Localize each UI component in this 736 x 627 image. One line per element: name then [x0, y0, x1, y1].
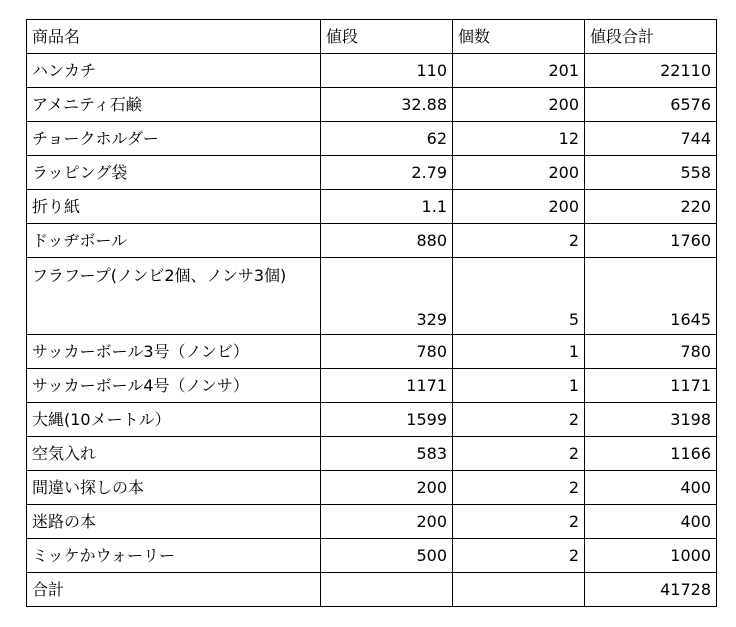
- cell-price[interactable]: 2.79: [321, 156, 453, 190]
- cell-qty[interactable]: 200: [453, 88, 585, 122]
- cell-total[interactable]: 780: [585, 335, 717, 369]
- cell-total[interactable]: 1000: [585, 539, 717, 573]
- header-price[interactable]: 値段: [321, 20, 453, 54]
- cell-qty[interactable]: 200: [453, 156, 585, 190]
- table-row: [27, 403, 717, 437]
- cell-total[interactable]: 22110: [585, 54, 717, 88]
- cell-qty[interactable]: 2: [453, 539, 585, 573]
- cell-name[interactable]: 大縄(10メートル）: [27, 403, 321, 437]
- table-row: [27, 335, 717, 369]
- cell-name[interactable]: 迷路の本: [27, 505, 321, 539]
- cell-price[interactable]: 880: [321, 224, 453, 258]
- cell-qty[interactable]: 200: [453, 190, 585, 224]
- cell-name[interactable]: サッカーボール4号（ノンサ）: [27, 369, 321, 403]
- header-name[interactable]: 商品名: [27, 20, 321, 54]
- cell-name[interactable]: フラフープ(ノンビ2個、ノンサ3個): [27, 258, 321, 335]
- total-qty-cell[interactable]: [453, 573, 585, 607]
- items-table: [26, 19, 717, 607]
- cell-name[interactable]: 間違い探しの本: [27, 471, 321, 505]
- cell-total[interactable]: 400: [585, 505, 717, 539]
- cell-price[interactable]: 583: [321, 437, 453, 471]
- total-row: [27, 573, 717, 607]
- cell-price[interactable]: 200: [321, 505, 453, 539]
- cell-qty[interactable]: 2: [453, 505, 585, 539]
- cell-price[interactable]: 110: [321, 54, 453, 88]
- cell-total[interactable]: 6576: [585, 88, 717, 122]
- table-row: [27, 54, 717, 88]
- cell-price[interactable]: 500: [321, 539, 453, 573]
- cell-qty[interactable]: 1: [453, 369, 585, 403]
- cell-total[interactable]: 1645: [585, 258, 717, 335]
- cell-qty[interactable]: 201: [453, 54, 585, 88]
- header-qty[interactable]: 個数: [453, 20, 585, 54]
- cell-name[interactable]: チョークホルダー: [27, 122, 321, 156]
- cell-price[interactable]: 1.1: [321, 190, 453, 224]
- cell-total[interactable]: 1171: [585, 369, 717, 403]
- cell-name[interactable]: ドッヂボール: [27, 224, 321, 258]
- cell-price[interactable]: 62: [321, 122, 453, 156]
- table-row: [27, 258, 717, 335]
- cell-qty[interactable]: 5: [453, 258, 585, 335]
- table-row: [27, 539, 717, 573]
- cell-qty[interactable]: 2: [453, 437, 585, 471]
- table-row: [27, 471, 717, 505]
- cell-total[interactable]: 3198: [585, 403, 717, 437]
- table-row: [27, 505, 717, 539]
- spreadsheet-region: [26, 19, 717, 607]
- table-row: [27, 190, 717, 224]
- cell-total[interactable]: 400: [585, 471, 717, 505]
- table-row: [27, 156, 717, 190]
- cell-price[interactable]: 329: [321, 258, 453, 335]
- total-price-cell[interactable]: [321, 573, 453, 607]
- cell-name[interactable]: 折り紙: [27, 190, 321, 224]
- table-row: [27, 224, 717, 258]
- table-row: [27, 88, 717, 122]
- cell-price[interactable]: 1599: [321, 403, 453, 437]
- cell-qty[interactable]: 2: [453, 471, 585, 505]
- cell-name[interactable]: ミッケかウォーリー: [27, 539, 321, 573]
- cell-name[interactable]: ラッピング袋: [27, 156, 321, 190]
- table-row: [27, 369, 717, 403]
- cell-total[interactable]: 558: [585, 156, 717, 190]
- header-row: [27, 20, 717, 54]
- cell-name[interactable]: ハンカチ: [27, 54, 321, 88]
- total-label[interactable]: 合計: [27, 573, 321, 607]
- cell-qty[interactable]: 12: [453, 122, 585, 156]
- cell-name[interactable]: 空気入れ: [27, 437, 321, 471]
- cell-total[interactable]: 1166: [585, 437, 717, 471]
- cell-total[interactable]: 744: [585, 122, 717, 156]
- cell-price[interactable]: 200: [321, 471, 453, 505]
- cell-total[interactable]: 1760: [585, 224, 717, 258]
- cell-price[interactable]: 1171: [321, 369, 453, 403]
- grand-total[interactable]: 41728: [585, 573, 717, 607]
- cell-price[interactable]: 780: [321, 335, 453, 369]
- header-total[interactable]: 値段合計: [585, 20, 717, 54]
- cell-name[interactable]: サッカーボール3号（ノンビ）: [27, 335, 321, 369]
- cell-qty[interactable]: 2: [453, 224, 585, 258]
- cell-price[interactable]: 32.88: [321, 88, 453, 122]
- cell-qty[interactable]: 1: [453, 335, 585, 369]
- cell-qty[interactable]: 2: [453, 403, 585, 437]
- table-row: [27, 437, 717, 471]
- cell-total[interactable]: 220: [585, 190, 717, 224]
- table-row: [27, 122, 717, 156]
- cell-name[interactable]: アメニティ石鹸: [27, 88, 321, 122]
